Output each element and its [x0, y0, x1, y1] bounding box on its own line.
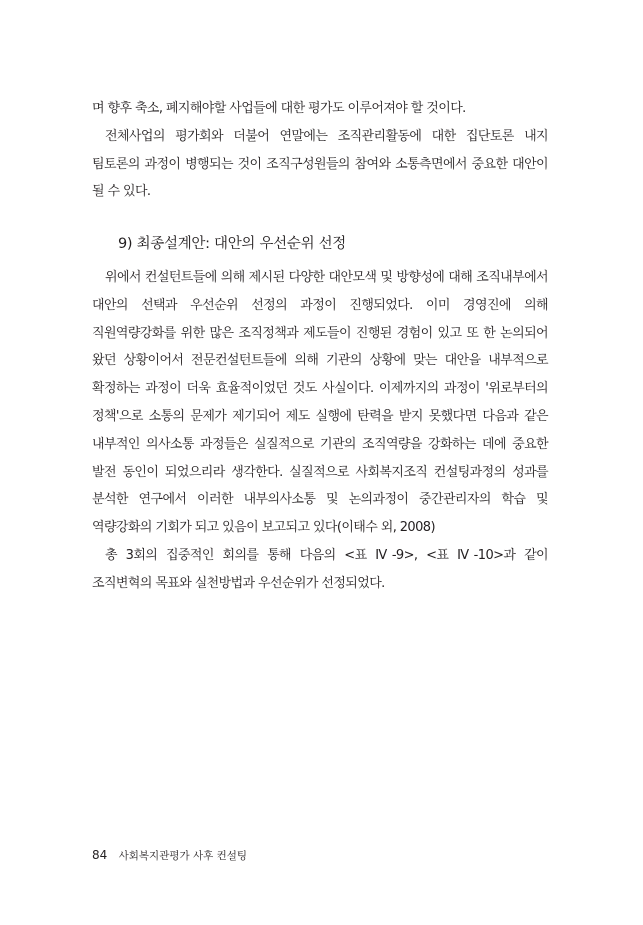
page-footer	[92, 848, 247, 863]
running-title: 사회복지관평가 사후 컨설팅	[118, 850, 248, 862]
page-number: 84	[92, 848, 108, 862]
alternatives-paragraph: 위에서 컨설턴트들에 의해 제시된 다양한 대안모색 및 방향성에 대해 조직내부에서 대안의 선택과 우선순위 선정의 과정이 진행되었다. 이미 경영진에 의해 직원역량강화를 위한 많은 조직정책과 제도들이 진행된 경험이 있고 또 한 논의되어 왔던 상황이어서 전문컨설턴트들에 의해 기관의 상황에 맞는 대안을 내부적으로 확정하는 과정이 더욱 효율적이었던 것도 사실이다. 이제까지의 과정이 '위로부터의 정책'으로 소통의 문제가 제기되어 제도 실행에 탄력을 받지 못했다면 다음과 같은 내부적인 의사소통 과정들은 실질적으로 기관의 조직역량을 강화하는 데에 중요한 발전 동인이 되었으리라 생각한다. 실질적으로 사회복지조직 컨설팅과정의 성과를 분석한 연구에서 이러한 내부의사소통 및 논의과정이 중간관리자의 학습 및 역량강화의 기회가 되고 있음이 보고되고 있다(이태수 외, 2008)	[92, 270, 548, 536]
evaluation-paragraph: 전체사업의 평가회와 더불어 연말에는 조직관리활동에 대한 집단토론 내지 팀토론의 과정이 병행되는 것이 조직구성원들의 참여와 소통측면에서 중요한 대안이 될 수 있다.	[92, 128, 548, 200]
continued-paragraph: 며 향후 축소, 폐지해야할 사업들에 대한 평가도 이루어져야 할 것이다.	[92, 101, 466, 116]
section-body	[92, 264, 548, 598]
top-text-block	[92, 95, 548, 206]
section-heading: 9) 최종설계안: 대안의 우선순위 선정	[118, 236, 347, 252]
meetings-paragraph: 총 3회의 집중적인 회의를 통해 다음의 <표 Ⅳ-9>, <표 Ⅳ-10>과 같이 조직변혁의 목표와 실천방법과 우선순위가 선정되었다.	[92, 547, 548, 591]
